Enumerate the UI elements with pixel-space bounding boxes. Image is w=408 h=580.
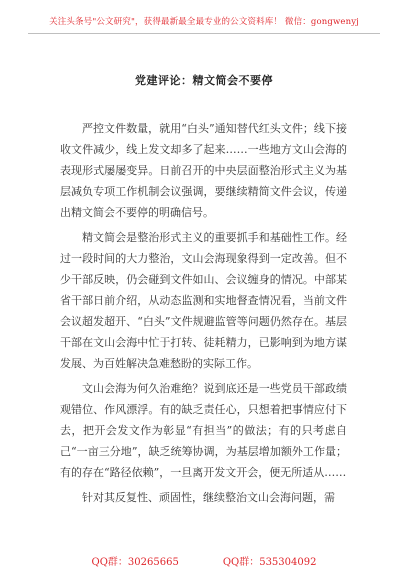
footer-qq-group-1: QQ群：30265665 (91, 557, 179, 568)
footer-contact (0, 556, 408, 570)
paragraph: 文山会海为何久治难绝？说到底还是一些党员干部政绩观错位、作风漂浮。有的缺乏责任心，只想着把事情应付下去，把开会发文作为彰显“有担当”的做法；有的只考虑自己“一亩三分地”，缺乏统筹协调，为基层增加额外工作量；有的存在“路径依赖”，一旦离开发文开会，便无所适从…… (60, 382, 347, 479)
paragraph: 针对其反复性、顽固性，继续整治文山会海问题，需 (82, 491, 335, 504)
paragraph: 严控文件数量，就用“白头”通知替代红头文件；线下接收文件减少，线上发文却多了起来……一些地方文山会海的表现形式屡屡变异。日前召开的中央层面整治形式主义为基层减负专项工作机制会议强调，要继续精简文件会议，传递出精文简会不要停的明确信号。 (60, 122, 347, 219)
header-banner: 关注头条号"公文研究"，获得最新最全最专业的公文资料库！ 微信：gongwenyj (49, 17, 359, 27)
document-body (60, 118, 347, 512)
paragraph: 精文简会是整治形式主义的重要抓手和基础性工作。经过一段时间的大力整治，文山会海现象得到一定改善。但不少干部反映，仍会碰到文件如山、会议缠身的情况。中部某省干部日前介绍，从动态监测和实地督查情况看，当前文件会议超发超开、“白头”文件规避监管等问题仍然存在。基层干部在文山会海中忙于打转、徒耗精力，已影响到为地方谋发展、为百姓解决急难愁盼的实际工作。 (60, 231, 347, 370)
header-divider (28, 33, 380, 34)
document-title: 党建评论：精文简会不要停 (135, 74, 273, 87)
footer-qq-group-2: QQ群：535304092 (222, 557, 317, 568)
